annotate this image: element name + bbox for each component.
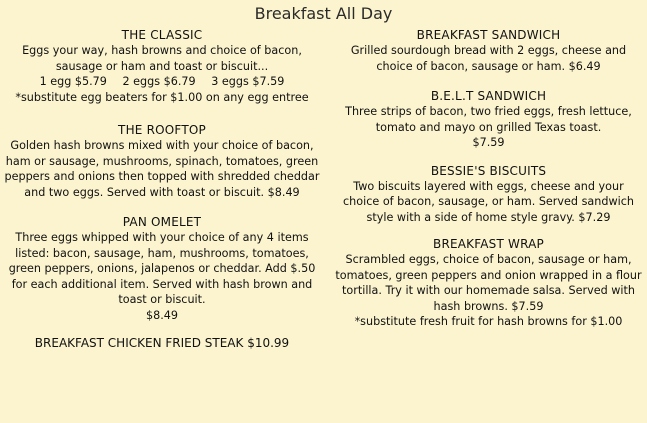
price-option: 2 eggs $6.79: [122, 75, 196, 88]
menu-item-belt-sandwich: [334, 89, 643, 151]
price-options: [4, 74, 320, 90]
item-price: $8.49: [145, 308, 179, 322]
item-title: BESSIE'S BISCUITS: [430, 163, 547, 178]
item-description: Eggs your way, hash browns and choice of bacon, sausage or ham and toast or biscuit...: [22, 44, 302, 73]
right-column: [334, 28, 643, 344]
item-title: BREAKFAST SANDWICH: [416, 28, 561, 42]
item-description: Golden hash browns mixed with your choice of bacon, ham or sausage, mushrooms, spinach, tomatoes, green peppers and onions then topped with shredded cheddar and two eggs. Served with toast or biscuit. $8.49: [4, 139, 320, 199]
item-title: THE ROOFTOP: [118, 123, 206, 137]
menu-item-chicken-fried-steak: BREAKFAST CHICKEN FRIED STEAK $10.99: [34, 336, 290, 350]
left-column: [4, 28, 320, 350]
item-description: Grilled sourdough bread with 2 eggs, cheese and choice of bacon, sausage or ham. $6.49: [350, 44, 627, 73]
item-title: BREAKFAST WRAP: [433, 237, 544, 251]
item-description: Two biscuits layered with eggs, cheese and your choice of bacon, sausage, or ham. Served sandwich style with a side of home style gravy. $7.29: [343, 179, 634, 224]
item-note: *substitute egg beaters for $1.00 on any egg entree: [15, 90, 309, 104]
item-title: B.E.L.T SANDWICH: [430, 89, 547, 103]
price-option: 1 egg $5.79: [39, 75, 107, 88]
menu-item-bessies-biscuits: [334, 164, 643, 226]
price-option: 3 eggs $7.59: [211, 75, 285, 88]
item-description: Scrambled eggs, choice of bacon, sausage or ham, tomatoes, green peppers and onion wrapped in a flour tortilla. Try it with our homemade salsa. Served with hash browns. $7.59: [335, 253, 642, 313]
item-price: $7.59: [472, 136, 505, 149]
item-title: THE CLASSIC: [121, 28, 203, 42]
menu-item-the-classic: [4, 28, 320, 105]
menu-item-pan-omelet: [4, 215, 320, 323]
item-description: Three strips of bacon, two fried eggs, fresh lettuce, tomato and mayo on grilled Texas toast.: [345, 105, 632, 134]
item-description: Three eggs whipped with your choice of any 4 items listed: bacon, sausage, ham, mushrooms, tomatoes, green peppers, onions, jalapenos or cheddar. Add $.50 for each additional item. Served with hash brown and toast or biscuit.: [8, 231, 316, 306]
menu-item-the-rooftop: [4, 123, 320, 200]
item-note: *substitute fresh fruit for hash browns for $1.00: [354, 315, 623, 328]
page-title: Breakfast All Day: [254, 4, 393, 23]
menu-item-breakfast-wrap: [334, 237, 643, 330]
item-title: PAN OMELET: [122, 215, 202, 229]
menu-item-breakfast-sandwich: [334, 28, 643, 74]
